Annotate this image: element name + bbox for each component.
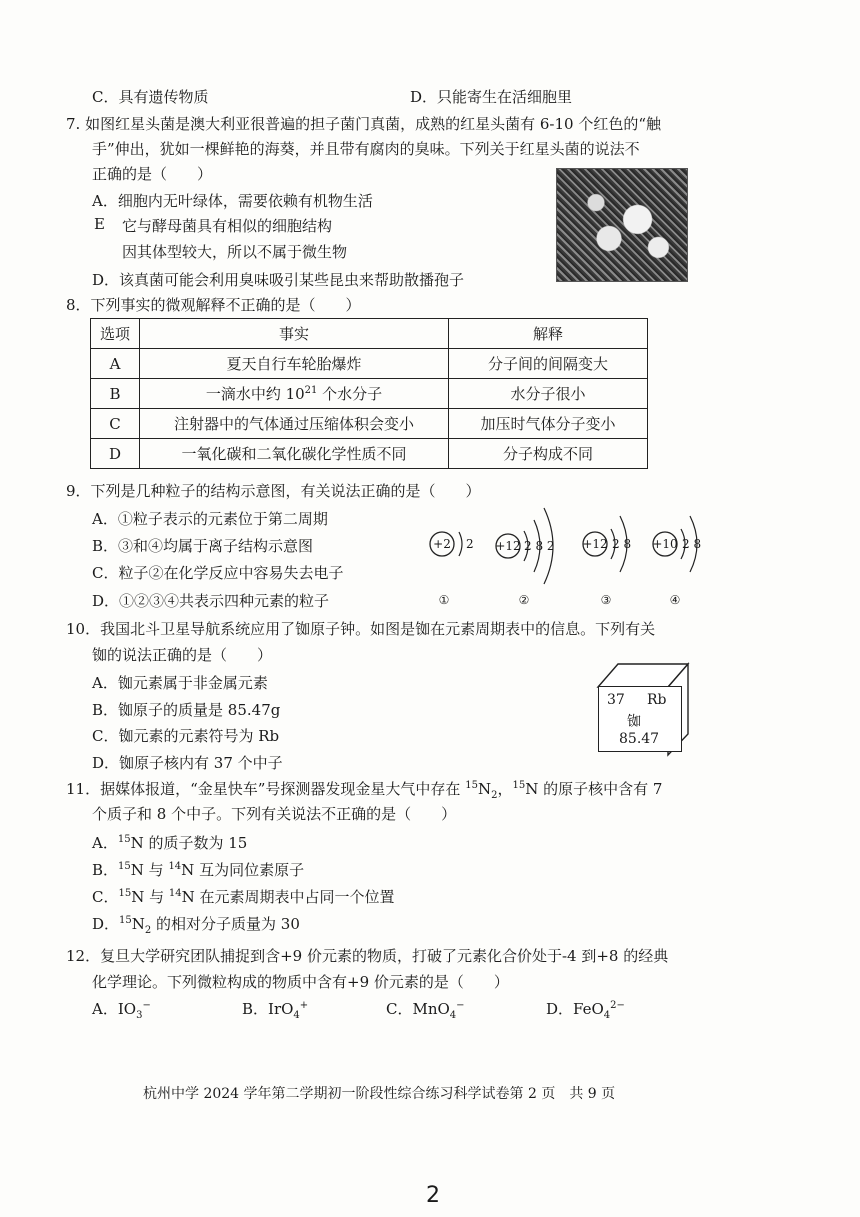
particle-2-nucleus: +12 (495, 539, 521, 553)
q8-stem: 8．下列事实的微观解释不正确的是（ ） (66, 296, 361, 314)
particle-1-label: ① (438, 593, 450, 607)
q10-option-d: D．铷原子核内有 37 个中子 (92, 754, 283, 772)
q7-option-d: D．该真菌可能会利用臭味吸引某些昆虫来帮助散播孢子 (92, 271, 465, 289)
row-option: B (91, 379, 140, 409)
q7-option-c: 因其体型较大，所以不属于微生物 (122, 243, 348, 261)
particle-2-shells: 2 8 2 (524, 539, 555, 553)
q9-option-d: D．①②③④共表示四种元素的粒子 (92, 592, 330, 610)
q7-stem-line1: 7. 如图红星头菌是澳大利亚很普遍的担子菌门真菌，成熟的红星头菌有 6-10 个红色的“触 (66, 115, 661, 133)
red-star-fungus-photo (556, 168, 688, 282)
particle-3-shells: 2 8 (612, 537, 632, 551)
q12-option-b: B．IrO$_4$+ (242, 1000, 309, 1021)
row-explain: 分子构成不同 (449, 439, 648, 469)
q11-option-d: D．$^{15}N_2$ 的相对分子质量为 30 (92, 915, 300, 936)
rubidium-element-cell (598, 686, 682, 752)
q11-option-a: A．$^{15}$N 的质子数为 15 (92, 834, 248, 852)
q6-option-d: D．只能寄生在活细胞里 (410, 88, 573, 106)
q10-stem-line2: 铷的说法正确的是（ ） (92, 646, 273, 664)
particle-3-nucleus: +12 (582, 537, 608, 551)
particle-4-label: ④ (669, 593, 681, 607)
table-row (91, 379, 648, 409)
element-name: 铷 (627, 714, 641, 730)
particle-3 (582, 516, 631, 607)
q12-option-c: C．MnO$_4$− (386, 1000, 465, 1021)
q7-stem-line2: 手”伸出，犹如一棵鲜艳的海葵，并且带有腐肉的臭味。下列关于红星头菌的说法不 (92, 140, 640, 158)
row-fact: 夏天自行车轮胎爆炸 (140, 349, 449, 379)
page-footer: 杭州中学 2024 学年第二学期初一阶段性综合练习科学试卷第 2 页 共 9 页 (143, 1086, 616, 1102)
q11-stem-line1: 11．据媒体报道，“金星快车”号探测器发现金星大气中存在 $^{15}N_2$，$^{15}$N 的原子核中含有 7 (66, 780, 663, 801)
particle-1 (430, 532, 474, 607)
particle-2 (495, 508, 554, 607)
q8-facts-table (90, 318, 648, 469)
particle-4-nucleus: +10 (652, 537, 678, 551)
q9-option-a: A．①粒子表示的元素位于第二周期 (92, 510, 328, 528)
particle-1-nucleus: +2 (433, 537, 451, 551)
q11-option-b: B．$^{15}$N 与 $^{14}$N 互为同位素原子 (92, 861, 305, 879)
table-row (91, 409, 648, 439)
table-row (91, 439, 648, 469)
q7-stem-line3: 正确的是（ ） (92, 165, 213, 183)
q7-option-b: 它与酵母菌具有相似的细胞结构 (122, 217, 333, 235)
row-explain: 水分子很小 (449, 379, 648, 409)
row-option: C (91, 409, 140, 439)
q9-option-b: B．③和④均属于离子结构示意图 (92, 537, 314, 555)
q10-option-c: C．铷元素的元素符号为 Rb (92, 727, 280, 745)
q7-option-a: A．细胞内无叶绿体，需要依赖有机物生活 (92, 192, 373, 210)
q12-option-a: A．$IO_3^-$ (92, 1000, 151, 1021)
page-number: 2 (426, 1183, 440, 1208)
q10-stem-line1: 10．我国北斗卫星导航系统应用了铷原子钟。如图是铷在元素周期表中的信息。下列有关 (66, 620, 656, 638)
q12-stem-line1: 12．复旦大学研究团队捕捉到含+9 价元素的物质，打破了元素化合价处于-4 到+8 的经典 (66, 947, 669, 965)
q12-stem-line2: 化学理论。下列微粒构成的物质中含有+9 价元素的是（ ） (92, 973, 509, 991)
q7-option-b-marker: E (94, 215, 105, 233)
particle-1-shells: 2 (466, 537, 474, 551)
particle-3-label: ③ (600, 593, 612, 607)
header-explain: 解释 (449, 319, 648, 349)
element-symbol: Rb (647, 692, 667, 708)
row-option: D (91, 439, 140, 469)
table-row (91, 349, 648, 379)
q12-option-d: D．FeO$_4^{2-}$ (546, 1000, 625, 1021)
header-fact: 事实 (140, 319, 449, 349)
row-explain: 加压时气体分子变小 (449, 409, 648, 439)
row-explain: 分子间的间隔变大 (449, 349, 648, 379)
atomic-mass: 85.47 (619, 731, 660, 747)
row-fact: 注射器中的气体通过压缩体积会变小 (140, 409, 449, 439)
row-fact: 一氧化碳和二氧化碳化学性质不同 (140, 439, 449, 469)
row-fact: 一滴水中约 $10^{21}$ 个水分子 (140, 379, 449, 409)
particle-4-shells: 2 8 (682, 537, 702, 551)
table-header-row (91, 319, 648, 349)
particle-4 (652, 516, 701, 607)
atomic-number: 37 (607, 692, 625, 708)
particle-2-label: ② (518, 593, 530, 607)
q10-option-a: A．铷元素属于非金属元素 (92, 674, 268, 692)
q11-stem-line2: 个质子和 8 个中子。下列有关说法不正确的是（ ） (92, 805, 457, 823)
header-option: 选项 (91, 319, 140, 349)
q10-option-b: B．铷原子的质量是 85.47g (92, 701, 281, 719)
row-option: A (91, 349, 140, 379)
q11-option-c: C．$^{15}$N 与 $^{14}$N 在元素周期表中占同一个位置 (92, 888, 395, 906)
particle-structure-diagrams (420, 498, 710, 610)
q6-option-c: C．具有遗传物质 (92, 88, 209, 106)
q9-option-c: C．粒子②在化学反应中容易失去电子 (92, 564, 344, 582)
q9-stem: 9．下列是几种粒子的结构示意图，有关说法正确的是（ ） (66, 482, 481, 500)
